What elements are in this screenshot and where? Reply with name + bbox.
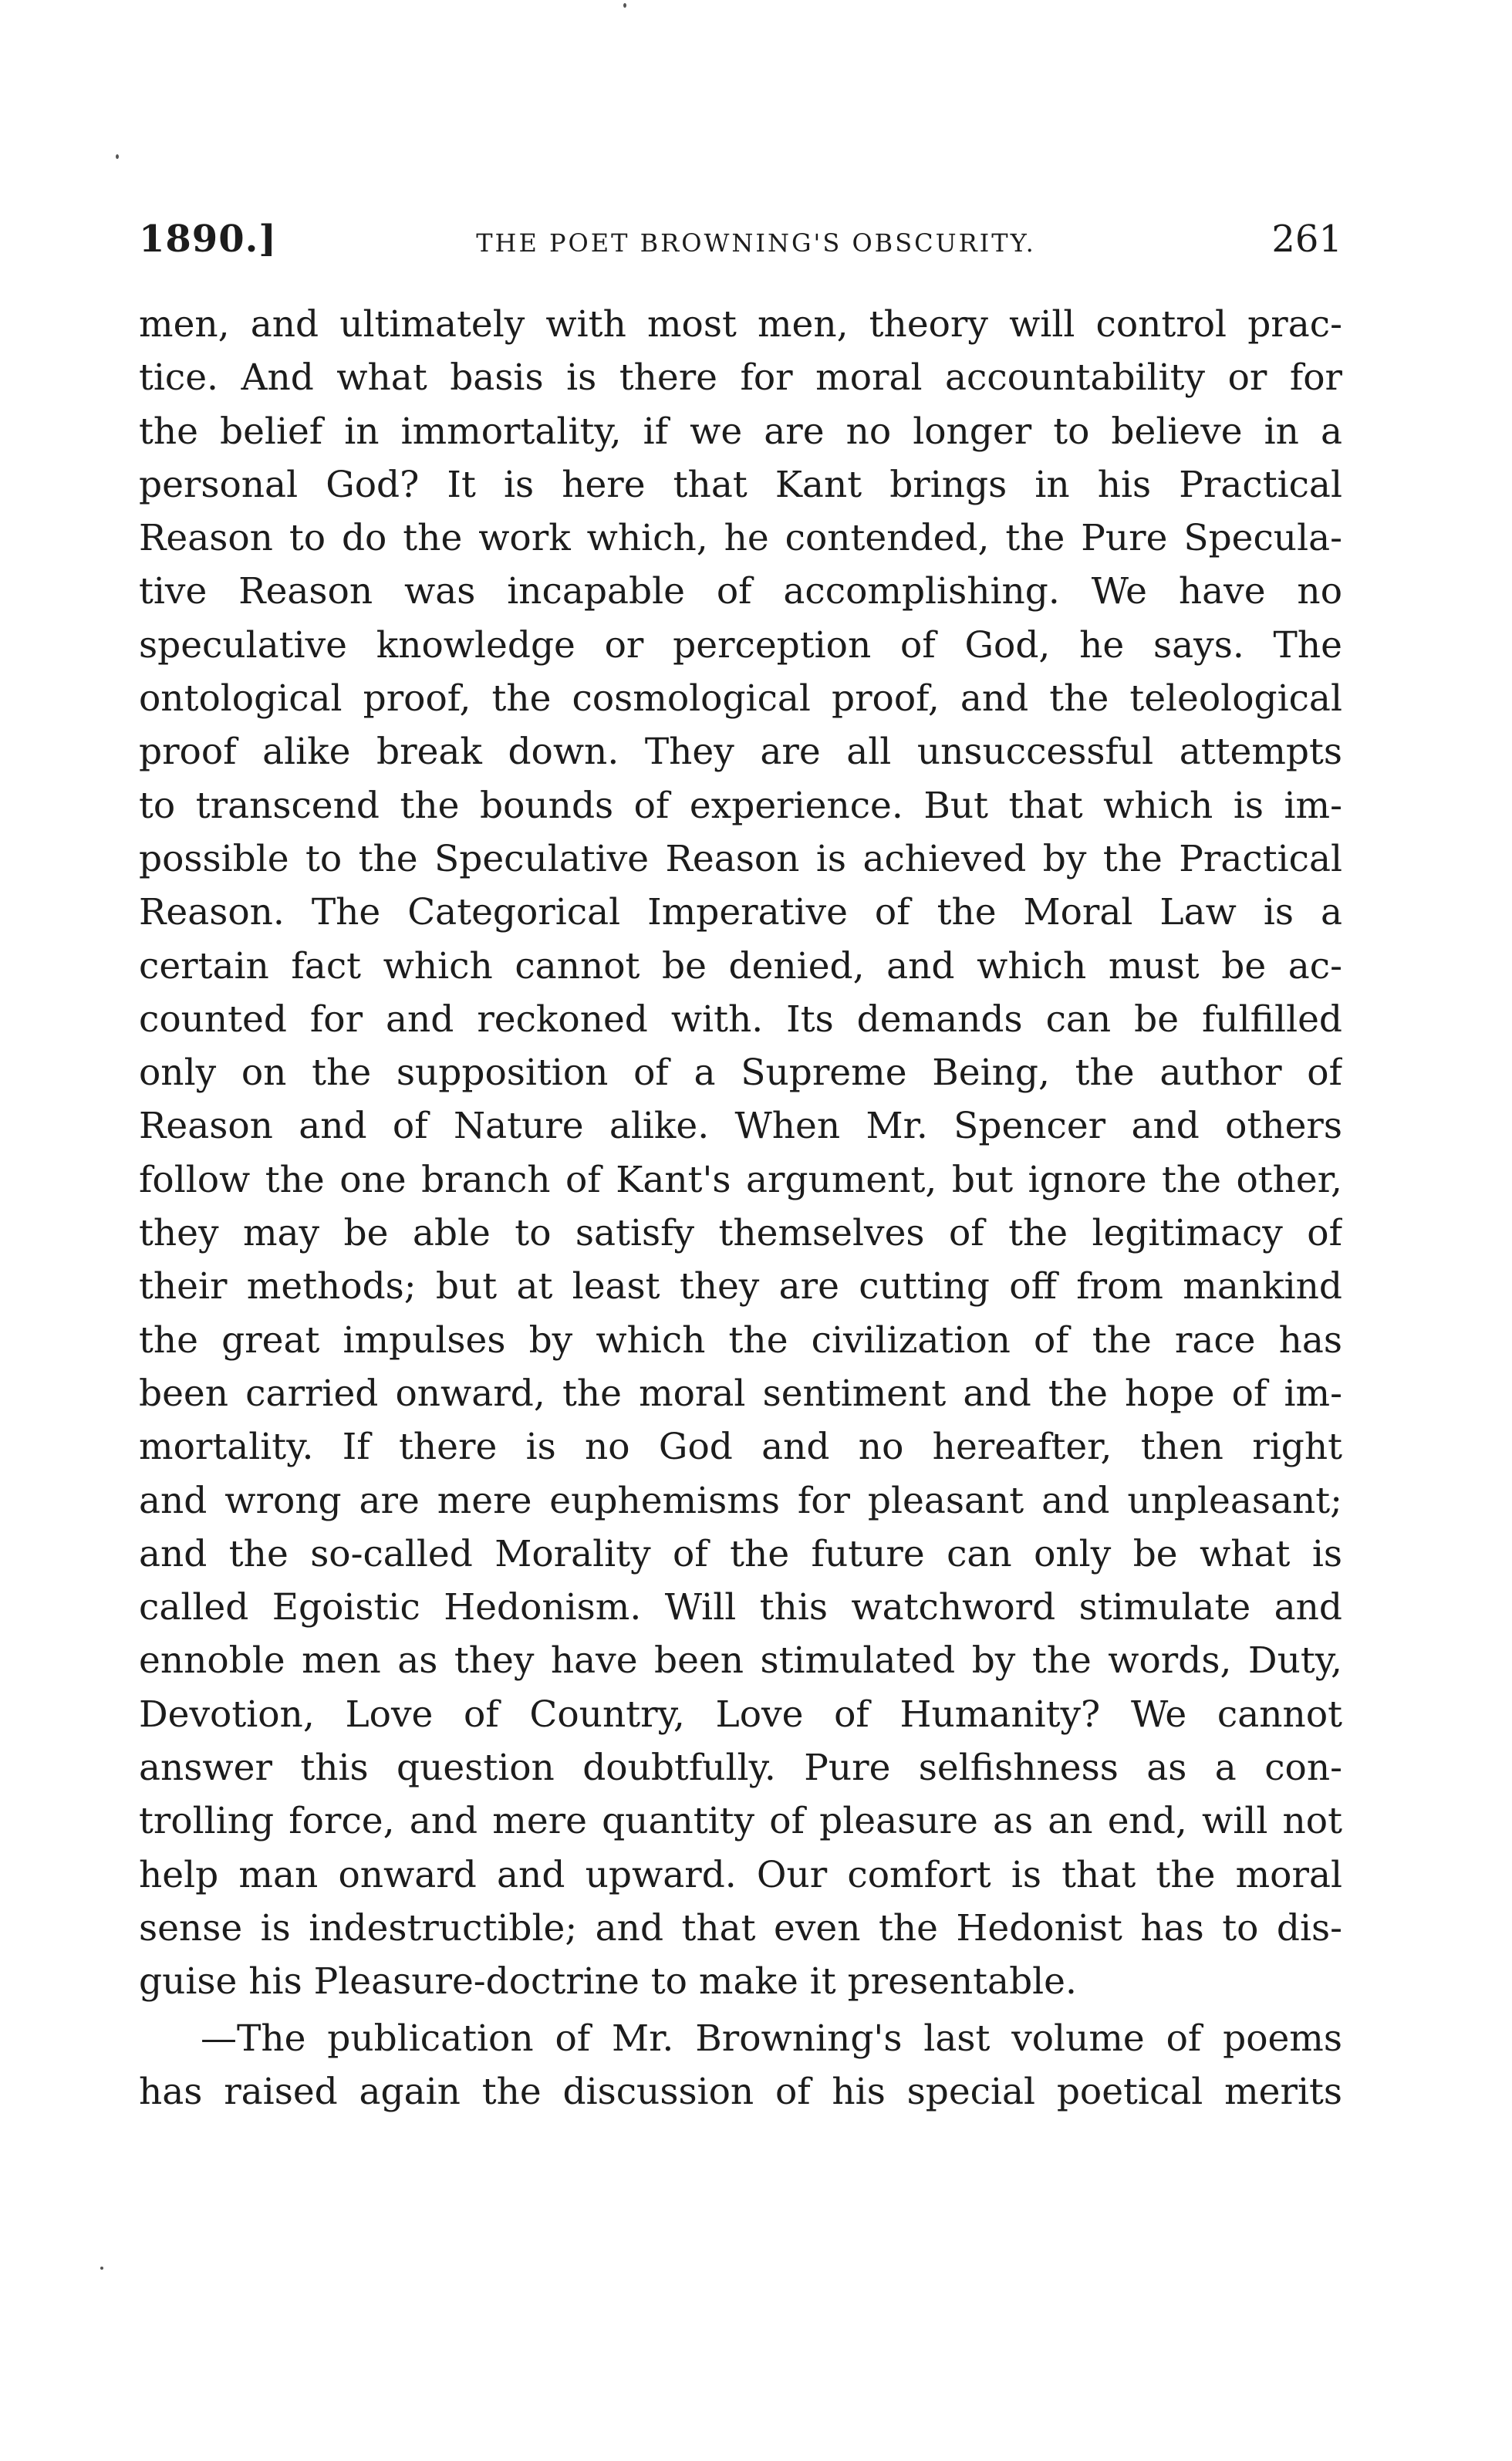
text-line: Reason to do the work which, he contended, the Pure Specula- bbox=[139, 517, 1342, 560]
text-line: to transcend the bounds of experience. But that which is im- bbox=[139, 784, 1342, 827]
text-line: the great impulses by which the civilization of the race has bbox=[139, 1318, 1342, 1362]
text-line: —The publication of Mr. Browning's last volume of poems bbox=[201, 2017, 1342, 2060]
text-line: help man onward and upward. Our comfort is that the moral bbox=[139, 1853, 1342, 1896]
print-speck bbox=[623, 3, 626, 8]
text-line: the belief in immortality, if we are no longer to believe in a bbox=[139, 410, 1342, 453]
print-speck bbox=[116, 154, 119, 159]
text-line: tice. And what basis is there for moral accountability or for bbox=[139, 356, 1342, 400]
text-line: follow the one branch of Kant's argument, but ignore the other, bbox=[139, 1158, 1342, 1201]
text-line: counted for and reckoned with. Its demands can be fulfilled bbox=[139, 998, 1342, 1041]
header-title: THE POET BROWNING'S OBSCURITY. bbox=[476, 228, 1036, 258]
text-line: they may be able to satisfy themselves of the legitimacy of bbox=[139, 1212, 1342, 1255]
paragraph-2 bbox=[139, 2012, 1342, 2119]
text-line: tive Reason was incapable of accomplishing. We have no bbox=[139, 570, 1342, 613]
text-line: men, and ultimately with most men, theory will control prac- bbox=[139, 303, 1342, 346]
text-line: Reason. The Categorical Imperative of the Moral Law is a bbox=[139, 891, 1342, 934]
text-line: Devotion, Love of Country, Love of Humanity? We cannot bbox=[139, 1693, 1342, 1736]
text-line: sense is indestructible; and that even the Hedonist has to dis- bbox=[139, 1906, 1342, 1950]
text-line: and wrong are mere euphemisms for pleasant and unpleasant; bbox=[139, 1479, 1342, 1522]
text-line: ennoble men as they have been stimulated by the words, Duty, bbox=[139, 1639, 1342, 1683]
text-line: guise his Pleasure-doctrine to make it presentable. bbox=[139, 1960, 1077, 2004]
text-line: answer this question doubtfully. Pure selfishness as a con- bbox=[139, 1747, 1342, 1790]
text-line: possible to the Speculative Reason is achieved by the Practical bbox=[139, 837, 1342, 880]
text-line: their methods; but at least they are cutting off from mankind bbox=[139, 1265, 1342, 1308]
text-line: speculative knowledge or perception of God, he says. The bbox=[139, 623, 1342, 667]
header-year: 1890.] bbox=[139, 218, 278, 261]
running-head bbox=[139, 218, 1342, 264]
text-line: been carried onward, the moral sentiment and the hope of im- bbox=[139, 1372, 1342, 1415]
text-line: and the so-called Morality of the future can only be what is bbox=[139, 1532, 1342, 1575]
text-line: trolling force, and mere quantity of pleasure as an end, will not bbox=[139, 1800, 1342, 1843]
text-line: Reason and of Nature alike. When Mr. Spencer and others bbox=[139, 1105, 1342, 1148]
text-line: mortality. If there is no God and no hereafter, then right bbox=[139, 1426, 1342, 1469]
text-line: only on the supposition of a Supreme Being, the author of bbox=[139, 1052, 1342, 1095]
text-line: ontological proof, the cosmological proof, and the teleological bbox=[139, 677, 1342, 721]
text-line: certain fact which cannot be denied, and which must be ac- bbox=[139, 944, 1342, 987]
text-line: personal God? It is here that Kant brings in his Practical bbox=[139, 463, 1342, 506]
page-number: 261 bbox=[1271, 218, 1342, 261]
print-speck bbox=[100, 2267, 103, 2270]
text-line: has raised again the discussion of his special poetical merits bbox=[139, 2071, 1342, 2114]
text-line: proof alike break down. They are all unsuccessful attempts bbox=[139, 731, 1342, 774]
text-line: called Egoistic Hedonism. Will this watchword stimulate and bbox=[139, 1586, 1342, 1629]
paragraph-1 bbox=[139, 298, 1342, 2009]
